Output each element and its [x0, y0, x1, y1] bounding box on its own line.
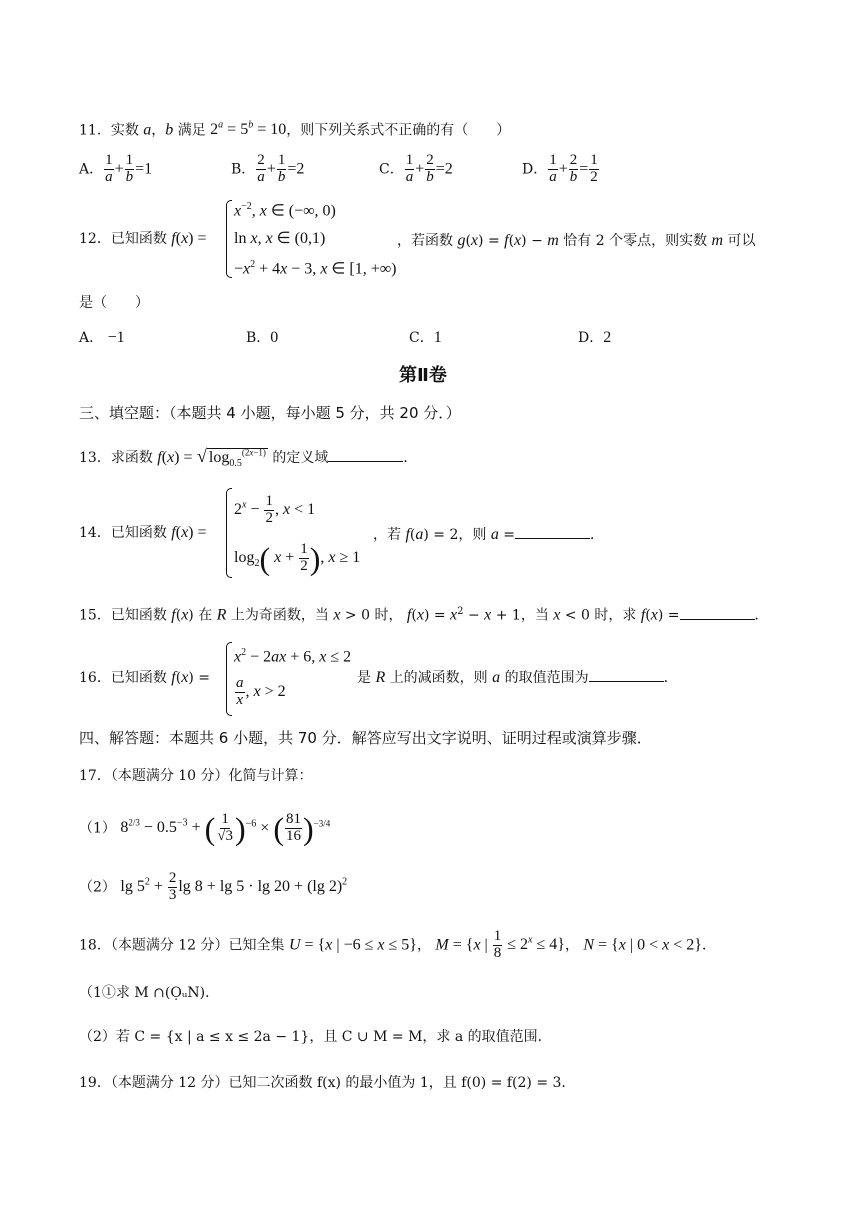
part2-title: 第Ⅱ卷: [399, 365, 447, 386]
q14-condition: ，若 f(a) = 2，则 a = ．: [373, 526, 605, 543]
q16-suffix: 是 R 上的减函数，则 a 的取值范围为 ．: [357, 669, 678, 686]
q12-piece-1: $x^{-2}$, x ∈ (−∞, 0): [234, 201, 336, 220]
q17-stem: 17．（本题满分 10 分）化简与计算：: [79, 768, 313, 784]
q14-piece-1: $2^x$ − $\frac{1}{2}$ , x < 1: [234, 493, 316, 526]
q12-option-c: C．1: [409, 329, 442, 346]
q12-option-d: D．2: [578, 329, 612, 346]
q12-brace: [226, 200, 232, 278]
q17-part1: （1） $8^{2/3} - 0.5^{-3}$ + ( $\frac{1}{√3}$ )$^{-6}$ × ( $\frac{81}{16}$ )$^{-3/4}$: [79, 810, 331, 847]
q12-piece-3: $-x^2 + 4x - 3$, x ∈ [1, +∞): [234, 259, 397, 278]
q16-piece-2: $\frac{a}{x}$ , x > 2: [236, 675, 286, 708]
q12-option-b: B．0: [246, 329, 279, 346]
q15: 15．已知函数 f(x) 在 R 上为奇函数，当 x > 0 时， $f(x) = x^2 - x + 1$，当 x < 0 时，求 f(x) = ．: [79, 606, 769, 624]
q18-part1: （1①求 M ∩(ỌᵤN)．: [79, 985, 220, 1001]
q16-prefix: 16．已知函数 f(x) =: [79, 669, 210, 686]
q14-brace: [226, 488, 232, 578]
q16-piece-1: $x^2 - 2ax + 6$, x ≤ 2: [234, 647, 352, 666]
q18-part2: （2）若 C = {x | a ≤ x ≤ 2a − 1}，且 C ∪ M = M，求 a 的取值范围．: [79, 1029, 552, 1045]
q14-prefix: 14．已知函数 f(x) =: [79, 524, 207, 541]
q18-stem: 18．（本题满分 12 分）已知全集 U = {x | −6 ≤ x ≤ 5}， M = {x | $\frac{1}{8}$ ≤ $2^x \le 4$}， N = {x | 0 < x < 2}．: [79, 928, 716, 961]
q13: 13．求函数 f(x) = √ $\log_{0.5}^{(2x-1)}$ 的定义域 ．: [79, 446, 418, 470]
q11-stem: 11．实数 a，b 满足 $2^a = 5^b = 10$，则下列关系式不正确的有（ ）: [79, 120, 511, 139]
section3-heading: 三、填空题：（本题共 4 小题，每小题 5 分，共 20 分．）: [79, 404, 461, 422]
q12-stem-prefix: 12．已知函数 f(x) =: [79, 230, 207, 247]
q11-option-b: B． $\frac{2}{a}$ + $\frac{1}{b}$ =2: [231, 152, 305, 185]
q11-option-a: A． $\frac{1}{a}$ + $\frac{1}{b}$ =1: [79, 152, 153, 185]
section4-heading: 四、解答题：本题共 6 小题，共 70 分．解答应写出文字说明、证明过程或演算步骤．: [79, 729, 652, 747]
q19-stem: 19．（本题满分 12 分）已知二次函数 f(x) 的最小值为 1，且 f(0) = f(2) = 3．: [79, 1075, 576, 1091]
q12-option-a: A． −1: [79, 329, 125, 346]
q11-option-c: C． $\frac{1}{a}$ + $\frac{2}{b}$ =2: [379, 152, 453, 185]
q12-stem-cont: 是（ ）: [79, 295, 149, 311]
q17-part2: （2） $\lg 5^2$ + $\frac{2}{3}$ lg 8 + lg 5 · lg 20 + (lg 2)$^2$: [79, 870, 348, 903]
q11-option-d: D． $\frac{1}{a}$ + $\frac{2}{b}$ = $\frac{1}{2}$: [522, 152, 598, 185]
q12-stem-suffix: ，若函数 g(x) = f(x) − m 恰有 2 个零点，则实数 m 可以: [397, 232, 756, 249]
q16-brace: [226, 642, 232, 716]
q12-piece-2: ln x, x ∈ (0,1): [234, 230, 326, 247]
q14-piece-2: $\log_2$( x + $\frac{1}{2}$ ), x ≥ 1: [234, 540, 361, 577]
